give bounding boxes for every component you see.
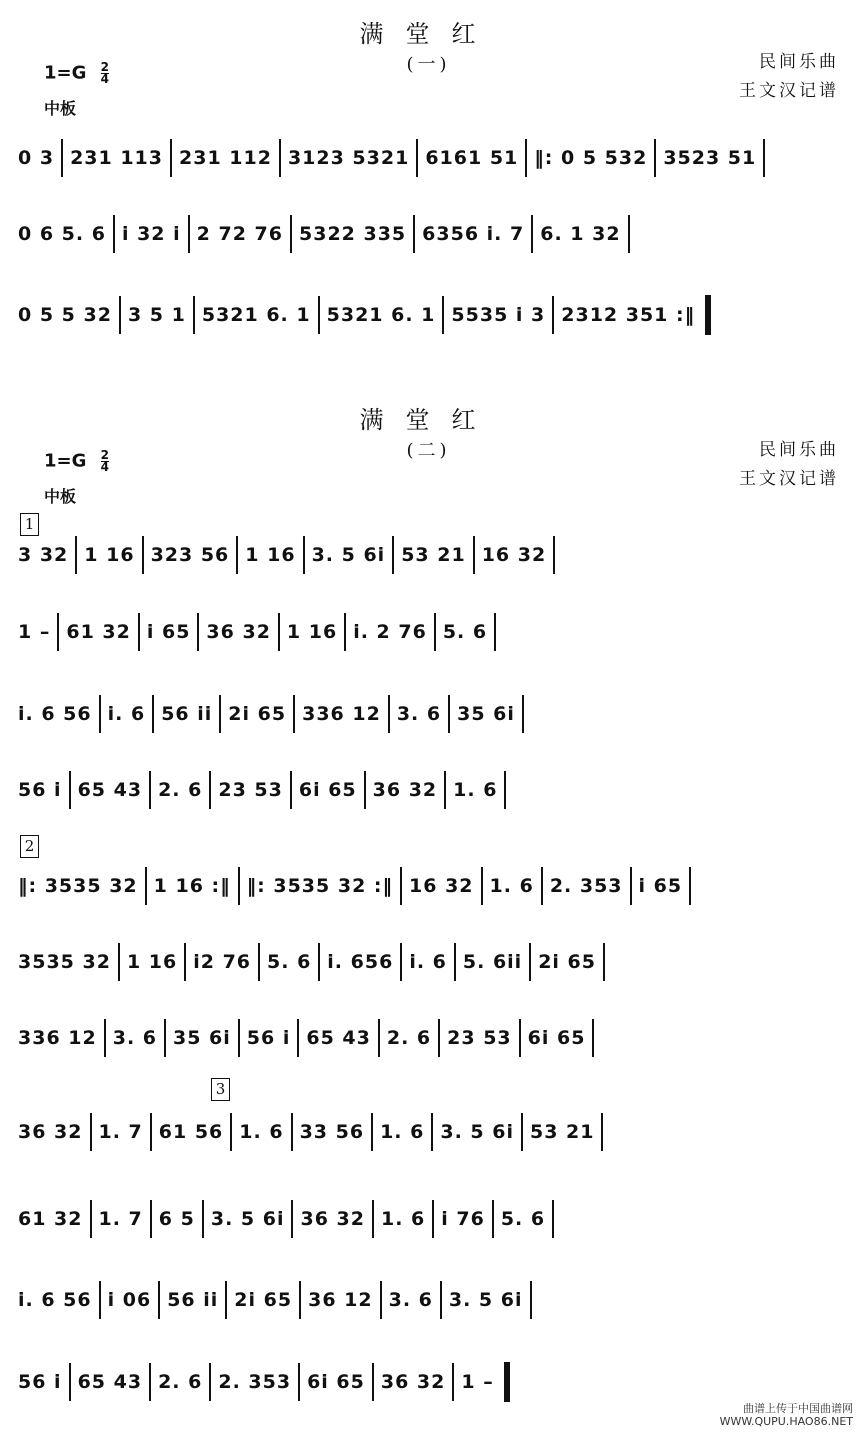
measure: 61 32 (18, 1208, 83, 1230)
piece1-title: 满堂红 (359, 20, 498, 48)
measure: 2i 65 (228, 703, 287, 725)
piece1-time-signature (101, 62, 109, 85)
measure: 1 – (461, 1371, 494, 1393)
piece2-staff-row-7 (18, 1018, 846, 1058)
barline (603, 943, 605, 981)
measure: 16 32 (409, 875, 474, 897)
measure: i 06 (107, 1289, 152, 1311)
measure: 3123 5321 (287, 147, 410, 169)
piece2-title: 满堂红 (359, 406, 498, 434)
measure: 6161 51 (425, 147, 519, 169)
measure: 65 43 (306, 1027, 371, 1049)
measure: i. 6 (409, 951, 447, 973)
measure: 0 6 5. 6 (18, 223, 106, 245)
measure: 1 – (18, 621, 51, 643)
piece1-time-top: 2 (100, 60, 110, 74)
measure: 323 56 (150, 544, 230, 566)
measure: 16 32 (481, 544, 547, 566)
measure: 1 16 :‖ (153, 875, 231, 897)
measure: 2312 351 :‖ (561, 304, 696, 326)
piece2-time-top: 2 (100, 448, 110, 462)
measure: 6356 i. 7 (422, 223, 525, 245)
measure: 3523 51 (663, 147, 757, 169)
measure: i. 2 76 (353, 621, 427, 643)
barline (552, 1200, 554, 1238)
measure: 2i 65 (234, 1289, 293, 1311)
piece2-credit-origin: 民间乐曲 (759, 440, 839, 460)
measure: 1. 6 (380, 1121, 425, 1143)
measure: 56 ii (161, 703, 213, 725)
measure: 3. 5 6i (448, 1289, 523, 1311)
piece2-subtitle: (二) (406, 440, 451, 461)
measure: 1. 7 (98, 1208, 143, 1230)
measure: 36 32 (206, 621, 271, 643)
piece2-staff-row-9 (18, 1199, 846, 1239)
measure: 5321 6. 1 (201, 304, 311, 326)
measure: 65 43 (77, 1371, 143, 1393)
measure: i 65 (146, 621, 191, 643)
measure: 23 53 (218, 779, 283, 801)
measure: 2. 353 (549, 875, 623, 897)
measure: 3 32 (18, 544, 69, 566)
measure: 1. 6 (453, 779, 498, 801)
measure: 36 32 (380, 1371, 446, 1393)
barline (592, 1019, 594, 1057)
piece1-tempo: 中板 (44, 99, 77, 118)
measure: 5. 6 (500, 1208, 546, 1230)
measure: 5. 6ii (462, 951, 523, 973)
piece2-credit-transcriber: 王文汉记谱 (739, 469, 839, 489)
piece2-staff-row-6 (18, 942, 846, 982)
measure: 231 112 (179, 147, 272, 169)
measure: i2 76 (193, 951, 252, 973)
measure: 56 ii (167, 1289, 219, 1311)
measure: ‖: 3535 32 (18, 875, 138, 897)
piece2-tempo: 中板 (44, 487, 77, 506)
measure: 3. 5 6i (210, 1208, 285, 1230)
piece2-staff-row-4 (18, 770, 846, 810)
barline (628, 215, 630, 253)
measure: 1. 6 (239, 1121, 284, 1143)
measure: 53 21 (401, 544, 466, 566)
piece1-credit (739, 48, 839, 106)
barline (504, 771, 506, 809)
piece1-key: 1=G (44, 62, 87, 84)
piece2-staff-row-10 (18, 1280, 846, 1320)
piece2-staff-row-3 (18, 694, 846, 734)
measure: 1. 6 (489, 875, 534, 897)
measure: 6i 65 (298, 779, 357, 801)
measure: 5. 6 (267, 951, 312, 973)
measure: 6. 1 32 (540, 223, 621, 245)
piece1-key-signature (44, 62, 109, 85)
measure: 5. 6 (442, 621, 488, 643)
measure: i. 656 (327, 951, 394, 973)
measure: 2 72 76 (196, 223, 283, 245)
piece2-key-signature (44, 450, 109, 473)
measure: 36 32 (372, 779, 438, 801)
rehearsal-mark-1: 1 (20, 513, 39, 536)
measure: 5321 6. 1 (326, 304, 436, 326)
barline (553, 536, 555, 574)
measure: 3. 6 (112, 1027, 157, 1049)
barline (601, 1113, 603, 1151)
piece1-subtitle: (一) (406, 54, 451, 75)
measure: 0 5 5 32 (18, 304, 112, 326)
measure: 1 16 (286, 621, 338, 643)
measure: 23 53 (447, 1027, 512, 1049)
piece1-staff-row-2 (18, 214, 846, 254)
measure: 2i 65 (538, 951, 596, 973)
measure: 53 21 (529, 1121, 595, 1143)
barline (530, 1281, 532, 1319)
measure: 5322 335 (299, 223, 407, 245)
measure: 56 i (18, 779, 62, 801)
measure: 56 i (246, 1027, 291, 1049)
rehearsal-mark-2: 2 (20, 835, 39, 858)
measure: 3. 5 6i (311, 544, 386, 566)
measure: 6 5 (158, 1208, 195, 1230)
measure: 2. 6 (158, 779, 203, 801)
piece2-time-bottom: 4 (100, 460, 110, 474)
measure: 336 12 (302, 703, 381, 725)
measure: 2. 353 (218, 1371, 292, 1393)
measure: 6i 65 (307, 1371, 365, 1393)
piece1-time-bottom: 4 (100, 72, 110, 86)
measure: 2. 6 (158, 1371, 203, 1393)
site-watermark (720, 1402, 853, 1428)
piece2-staff-row-11 (18, 1362, 846, 1402)
measure: 1. 6 (380, 1208, 426, 1230)
measure: 1 16 (245, 544, 296, 566)
measure: 65 43 (77, 779, 143, 801)
barline (763, 139, 765, 177)
measure: 35 6i (173, 1027, 231, 1049)
final-barline (504, 1362, 510, 1402)
measure: 3. 5 6i (440, 1121, 514, 1143)
piece1-staff-row-3 (18, 295, 846, 335)
measure: 61 56 (158, 1121, 224, 1143)
piece1-credit-origin: 民间乐曲 (759, 52, 839, 72)
measure: 231 113 (70, 147, 163, 169)
piece1-staff-row-1 (18, 138, 846, 178)
measure: 6i 65 (527, 1027, 586, 1049)
measure: i 65 (638, 875, 683, 897)
measure: 33 56 (299, 1121, 365, 1143)
measure: 36 32 (300, 1208, 365, 1230)
measure: 336 12 (18, 1027, 97, 1049)
measure: 5535 i 3 (451, 304, 546, 326)
rehearsal-mark-3: 3 (211, 1078, 230, 1101)
measure: i. 6 56 (18, 1289, 92, 1311)
measure: 1. 7 (98, 1121, 143, 1143)
measure: 2. 6 (386, 1027, 432, 1049)
piece2-credit (739, 436, 839, 494)
watermark-line-2: WWW.QUPU.HAO86.NET (719, 1415, 853, 1428)
piece2-staff-row-2 (18, 612, 846, 652)
measure: 36 32 (18, 1121, 83, 1143)
measure: 3. 6 (396, 703, 442, 725)
measure: 56 i (18, 1371, 62, 1393)
measure: ‖: 0 5 532 (534, 147, 648, 169)
measure: 3 5 1 (127, 304, 186, 326)
piece2-staff-row-1 (18, 535, 846, 575)
measure: 1 16 (126, 951, 178, 973)
barline (689, 867, 691, 905)
piece1-credit-transcriber: 王文汉记谱 (739, 81, 839, 101)
measure: ‖: 3535 32 :‖ (246, 875, 394, 897)
final-barline (705, 295, 711, 335)
piece2-time-signature (101, 450, 109, 473)
piece2-staff-row-8 (18, 1112, 846, 1152)
measure: i 32 i (121, 223, 181, 245)
measure: 35 6i (457, 703, 515, 725)
barline (522, 695, 524, 733)
measure: 3535 32 (18, 951, 111, 973)
measure: 1 16 (84, 544, 135, 566)
measure: 61 32 (66, 621, 131, 643)
barline (494, 613, 496, 651)
watermark-line-1: 曲谱上传于中国曲谱网 (743, 1402, 853, 1415)
piece2-key: 1=G (44, 450, 87, 472)
measure: 36 12 (308, 1289, 373, 1311)
measure: 0 3 (18, 147, 55, 169)
measure: i 76 (441, 1208, 485, 1230)
measure: i. 6 (107, 703, 146, 725)
measure: 3. 6 (388, 1289, 433, 1311)
measure: i. 6 56 (18, 703, 92, 725)
piece2-staff-row-5 (18, 866, 846, 906)
